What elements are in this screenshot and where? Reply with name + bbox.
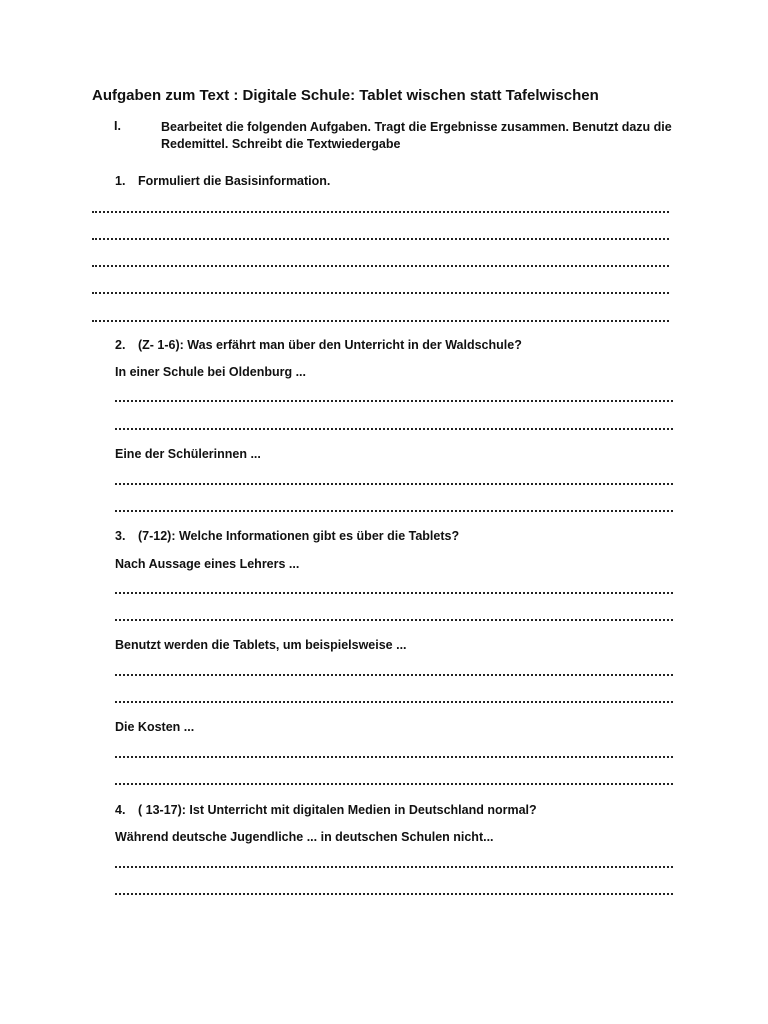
- answer-line[interactable]: [115, 510, 673, 512]
- task-number: 2.: [115, 338, 126, 352]
- sentence-starter: Benutzt werden die Tablets, um beispielsweise ...: [115, 638, 407, 652]
- sentence-starter: Während deutsche Jugendliche ... in deutschen Schulen nicht...: [115, 830, 494, 844]
- task-question: (7-12): Welche Informationen gibt es über die Tablets?: [138, 529, 460, 543]
- task-number: 3.: [115, 529, 126, 543]
- answer-line[interactable]: [115, 783, 673, 785]
- answer-line[interactable]: [92, 320, 669, 322]
- answer-line[interactable]: [92, 292, 669, 294]
- answer-line[interactable]: [115, 428, 673, 430]
- answer-line[interactable]: [115, 674, 673, 676]
- answer-line[interactable]: [115, 893, 673, 895]
- section-intro: Bearbeitet die folgenden Aufgaben. Tragt die Ergebnisse zusammen. Benutzt dazu die Redemittel. Schreibt die Textwiedergabe: [161, 120, 672, 151]
- sentence-starter: In einer Schule bei Oldenburg ...: [115, 365, 307, 379]
- sentence-starter: Eine der Schülerinnen ...: [115, 447, 261, 461]
- answer-line[interactable]: [92, 238, 669, 240]
- task-question: ( 13-17): Ist Unterricht mit digitalen Medien in Deutschland normal?: [138, 803, 537, 817]
- answer-line[interactable]: [115, 619, 673, 621]
- task-question: Formuliert die Basisinformation.: [138, 174, 331, 188]
- answer-line[interactable]: [92, 211, 669, 213]
- task-question: (Z- 1-6): Was erfährt man über den Unterricht in der Waldschule?: [138, 338, 522, 352]
- sentence-starter: Die Kosten ...: [115, 720, 195, 734]
- task-number: 1.: [115, 174, 126, 188]
- answer-line[interactable]: [115, 592, 673, 594]
- task-number: 4.: [115, 803, 126, 817]
- section-numeral: I.: [114, 119, 121, 133]
- answer-line[interactable]: [92, 265, 669, 267]
- answer-line[interactable]: [115, 756, 673, 758]
- sentence-starter: Nach Aussage eines Lehrers ...: [115, 557, 300, 571]
- answer-line[interactable]: [115, 400, 673, 402]
- answer-line[interactable]: [115, 701, 673, 703]
- answer-line[interactable]: [115, 866, 673, 868]
- answer-line[interactable]: [115, 483, 673, 485]
- page-title: Aufgaben zum Text : Digitale Schule: Tablet wischen statt Tafelwischen: [92, 87, 599, 104]
